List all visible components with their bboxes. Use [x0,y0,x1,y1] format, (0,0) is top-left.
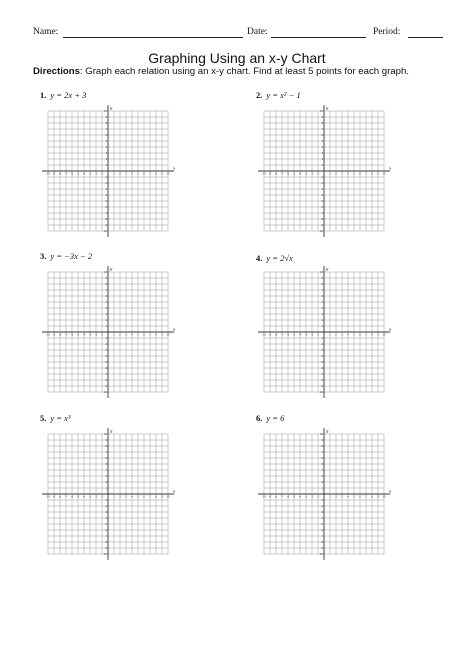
x-tick-label: -10 [262,172,266,176]
x-tick-label: -10 [46,172,50,176]
y-tick-label: 9 [321,116,323,119]
y-tick-label: 10 [319,110,323,113]
x-tick-label: -6 [70,333,74,337]
y-tick-label: 5 [105,140,107,143]
y-tick-label: 10 [319,433,323,436]
x-tick-label: 4 [347,333,349,337]
grid-svg [40,103,176,239]
y-tick-label: -7 [104,212,107,215]
y-tick-label: -10 [319,230,323,233]
x-tick-label: 5 [353,333,355,337]
x-tick-label: 9 [161,495,163,499]
y-tick-label: 1 [321,325,323,328]
x-tick-label: 6 [359,172,361,176]
y-tick-label: 9 [321,439,323,442]
y-axis-label: y [110,105,113,110]
x-tick-label: 7 [149,495,151,499]
y-tick-label: -9 [320,385,323,388]
directions-text: : Graph each relation using an x-y chart. Find at least 5 points for each graph. [79,66,409,77]
x-tick-label: 10 [166,333,170,337]
x-tick-label: -5 [292,333,296,337]
y-tick-label: 1 [105,325,107,328]
x-tick-label: 6 [143,172,145,176]
x-tick-label: -3 [88,333,92,337]
date-label: Date: [247,27,268,37]
x-tick-label: 10 [166,172,170,176]
problem-number: 2. [256,90,263,100]
x-tick-label: -7 [280,333,284,337]
x-tick-label: 3 [125,333,127,337]
problem-2 [256,90,301,100]
y-tick-label: 10 [103,271,107,274]
y-axis-label: y [326,105,329,110]
y-tick-label: 7 [321,128,323,131]
x-tick-label: 3 [125,495,127,499]
y-tick-label: -2 [104,182,107,185]
x-tick-label: -3 [88,495,92,499]
x-tick-label: -7 [280,172,284,176]
x-tick-label: -9 [52,495,56,499]
y-tick-label: -1 [320,337,323,340]
x-tick-label: -7 [64,172,68,176]
x-tick-label: 1 [113,333,115,337]
x-tick-label: -9 [52,172,56,176]
x-tick-label: 9 [377,333,379,337]
x-tick-label: 7 [365,495,367,499]
y-tick-label: 1 [105,164,107,167]
y-tick-label: -1 [104,176,107,179]
y-tick-label: 2 [105,158,107,161]
x-tick-label: -1 [100,172,104,176]
grid-svg [256,103,392,239]
x-tick-label: -4 [298,333,302,337]
problem-4 [256,253,293,263]
x-tick-label: -1 [316,333,320,337]
x-tick-label: 2 [119,495,121,499]
x-tick-label: 7 [149,333,151,337]
y-tick-label: -6 [104,367,107,370]
y-tick-label: 7 [105,451,107,454]
x-tick-label: -7 [64,333,68,337]
problem-5 [40,413,70,423]
x-tick-label: 1 [329,172,331,176]
y-tick-label: 4 [105,146,107,149]
x-axis-label: x [389,165,392,171]
x-tick-label: 5 [137,172,139,176]
y-tick-label: -8 [104,541,107,544]
y-tick-label: -7 [104,535,107,538]
y-tick-label: 7 [321,289,323,292]
x-tick-label: -2 [94,172,98,176]
y-tick-label: -8 [104,379,107,382]
x-tick-label: 6 [143,495,145,499]
y-tick-label: -10 [103,553,107,556]
x-tick-label: -10 [262,333,266,337]
y-tick-label: 9 [105,116,107,119]
x-tick-label: 2 [119,172,121,176]
x-tick-label: 3 [341,333,343,337]
x-axis-label: x [173,488,176,494]
y-tick-label: 2 [105,481,107,484]
y-tick-label: 2 [321,319,323,322]
x-tick-label: 2 [119,333,121,337]
y-tick-label: 2 [321,158,323,161]
y-tick-label: -5 [104,523,107,526]
y-tick-label: -9 [104,224,107,227]
header-line [33,27,443,41]
x-tick-label: -1 [316,172,320,176]
y-tick-label: 3 [105,313,107,316]
x-tick-label: -1 [100,333,104,337]
y-tick-label: -4 [104,517,107,520]
x-tick-label: 2 [335,172,337,176]
y-tick-label: 2 [321,481,323,484]
x-tick-label: -5 [292,172,296,176]
x-tick-label: -4 [82,495,86,499]
y-tick-label: -2 [320,343,323,346]
y-tick-label: 5 [321,301,323,304]
x-tick-label: 5 [137,333,139,337]
x-tick-label: -7 [280,495,284,499]
y-tick-label: 4 [105,469,107,472]
problem-1 [40,90,86,100]
y-tick-label: 7 [105,289,107,292]
x-tick-label: -2 [310,333,314,337]
date-blank [271,37,366,38]
grid-svg [256,426,392,562]
x-tick-label: -9 [268,333,272,337]
y-tick-label: -8 [104,218,107,221]
x-tick-label: 4 [347,495,349,499]
y-tick-label: -1 [104,499,107,502]
x-tick-label: 8 [155,333,157,337]
y-tick-label: 8 [105,445,107,448]
x-tick-label: -4 [298,495,302,499]
y-tick-label: 1 [105,487,107,490]
x-tick-label: -2 [94,333,98,337]
directions-label: Directions [33,66,80,77]
x-tick-label: -4 [82,172,86,176]
x-tick-label: 2 [335,495,337,499]
x-tick-label: -7 [64,495,68,499]
y-tick-label: 8 [105,283,107,286]
y-tick-label: -3 [320,349,323,352]
y-tick-label: 8 [321,283,323,286]
x-tick-label: -6 [70,172,74,176]
y-tick-label: -6 [104,206,107,209]
x-tick-label: -5 [292,495,296,499]
x-tick-label: 1 [329,333,331,337]
x-tick-label: 8 [155,172,157,176]
x-tick-label: -10 [46,495,50,499]
y-tick-label: -2 [320,505,323,508]
grid-svg [40,426,176,562]
y-tick-label: 6 [321,457,323,460]
y-tick-label: -2 [104,505,107,508]
x-tick-label: 9 [161,172,163,176]
x-axis-label: x [173,326,176,332]
x-tick-label: 4 [347,172,349,176]
y-tick-label: -9 [320,224,323,227]
y-tick-label: 2 [105,319,107,322]
y-tick-label: -9 [320,547,323,550]
problem-equation: y = 2√x [266,253,293,263]
x-tick-label: -4 [298,172,302,176]
y-tick-label: -10 [319,391,323,394]
y-tick-label: 10 [319,271,323,274]
x-tick-label: 7 [365,172,367,176]
y-tick-label: 5 [105,463,107,466]
y-tick-label: 8 [105,122,107,125]
y-tick-label: -3 [104,188,107,191]
x-tick-label: 1 [329,495,331,499]
problem-number: 5. [40,413,47,423]
x-tick-label: -6 [286,495,290,499]
x-tick-label: -5 [76,172,80,176]
x-tick-label: -8 [58,333,62,337]
x-tick-label: -4 [82,333,86,337]
problem-3 [40,251,92,261]
problem-number: 1. [40,90,47,100]
y-tick-label: -1 [320,499,323,502]
x-tick-label: -10 [46,333,50,337]
y-tick-label: 6 [321,295,323,298]
coordinate-grid-5[interactable] [40,426,176,562]
x-tick-label: 5 [353,172,355,176]
x-tick-label: 6 [359,333,361,337]
y-tick-label: 9 [105,439,107,442]
y-tick-label: 6 [105,457,107,460]
y-tick-label: -6 [320,206,323,209]
y-tick-label: -7 [320,373,323,376]
y-tick-label: 6 [321,134,323,137]
y-tick-label: 3 [105,475,107,478]
x-tick-label: 5 [137,495,139,499]
x-tick-label: 8 [371,333,373,337]
y-tick-label: -6 [104,529,107,532]
y-axis-label: y [110,428,113,433]
x-tick-label: 6 [143,333,145,337]
coordinate-grid-4[interactable] [256,264,392,400]
grid-svg [256,264,392,400]
grid-svg [40,264,176,400]
y-tick-label: -8 [320,218,323,221]
x-tick-label: -9 [52,333,56,337]
y-tick-label: 4 [105,307,107,310]
x-tick-label: 5 [353,495,355,499]
y-tick-label: -5 [104,361,107,364]
name-label: Name: [33,27,59,37]
y-tick-label: 3 [321,152,323,155]
x-tick-label: -6 [70,495,74,499]
x-axis-label: x [173,165,176,171]
problem-equation: y = 2x + 3 [50,90,87,100]
x-tick-label: 1 [113,172,115,176]
x-tick-label: 9 [161,333,163,337]
x-tick-label: 7 [365,333,367,337]
x-tick-label: 3 [341,495,343,499]
y-tick-label: -2 [104,343,107,346]
problem-number: 3. [40,251,47,261]
x-tick-label: 10 [382,495,386,499]
y-tick-label: -4 [320,355,323,358]
x-tick-label: 6 [359,495,361,499]
x-tick-label: 10 [166,495,170,499]
problem-6 [256,413,284,423]
x-tick-label: -6 [286,333,290,337]
x-tick-label: 7 [149,172,151,176]
y-tick-label: 4 [321,469,323,472]
x-tick-label: -1 [100,495,104,499]
x-tick-label: -8 [274,333,278,337]
x-tick-label: 1 [113,495,115,499]
x-tick-label: -5 [76,495,80,499]
x-tick-label: 4 [131,172,133,176]
period-blank [408,37,443,38]
directions [33,66,433,78]
x-tick-label: -3 [304,495,308,499]
y-tick-label: -4 [320,517,323,520]
y-tick-label: 6 [105,295,107,298]
problem-equation: y = x³ [50,413,71,423]
y-tick-label: -7 [320,212,323,215]
y-tick-label: 3 [321,475,323,478]
y-tick-label: 10 [103,433,107,436]
coordinate-grid-3[interactable] [40,264,176,400]
y-tick-label: -2 [320,182,323,185]
x-tick-label: 4 [131,495,133,499]
x-tick-label: 10 [382,333,386,337]
x-tick-label: 2 [335,333,337,337]
y-tick-label: -3 [320,188,323,191]
y-axis-label: y [326,266,329,271]
y-tick-label: 5 [105,301,107,304]
x-tick-label: -10 [262,495,266,499]
x-tick-label: 9 [377,172,379,176]
x-tick-label: 4 [131,333,133,337]
y-tick-label: 3 [105,152,107,155]
x-tick-label: -8 [58,172,62,176]
problem-equation: y = x² − 1 [266,90,301,100]
y-tick-label: 3 [321,313,323,316]
y-tick-label: -3 [104,511,107,514]
x-tick-label: -3 [304,172,308,176]
x-tick-label: -2 [94,495,98,499]
y-tick-label: -5 [320,523,323,526]
y-tick-label: -8 [320,541,323,544]
x-tick-label: -8 [274,172,278,176]
y-tick-label: -4 [320,194,323,197]
y-tick-label: -10 [103,230,107,233]
y-tick-label: -10 [319,553,323,556]
x-tick-label: 8 [155,495,157,499]
y-tick-label: -9 [104,547,107,550]
y-tick-label: -4 [104,355,107,358]
x-axis-label: x [389,326,392,332]
x-tick-label: -6 [286,172,290,176]
y-tick-label: 8 [321,122,323,125]
y-tick-label: -3 [320,511,323,514]
y-tick-label: 5 [321,140,323,143]
y-tick-label: -1 [104,337,107,340]
y-tick-label: -1 [320,176,323,179]
x-tick-label: 10 [382,172,386,176]
x-tick-label: -1 [316,495,320,499]
problem-number: 6. [256,413,263,423]
y-tick-label: 4 [321,146,323,149]
x-tick-label: 3 [341,172,343,176]
x-tick-label: 3 [125,172,127,176]
y-tick-label: -10 [103,391,107,394]
problem-equation: y = −3x − 2 [50,251,93,261]
x-tick-label: 9 [377,495,379,499]
coordinate-grid-2[interactable] [256,103,392,239]
y-tick-label: -6 [320,367,323,370]
x-tick-label: -9 [268,495,272,499]
y-tick-label: 1 [321,164,323,167]
y-tick-label: 6 [105,134,107,137]
y-axis-label: y [326,428,329,433]
x-tick-label: -3 [304,333,308,337]
y-tick-label: 4 [321,307,323,310]
x-tick-label: -9 [268,172,272,176]
coordinate-grid-6[interactable] [256,426,392,562]
y-tick-label: -3 [104,349,107,352]
problem-number: 4. [256,253,263,263]
x-axis-label: x [389,488,392,494]
y-tick-label: 9 [321,277,323,280]
name-blank [63,37,243,38]
x-tick-label: -5 [76,333,80,337]
y-tick-label: -7 [104,373,107,376]
y-tick-label: 7 [105,128,107,131]
x-tick-label: -8 [58,495,62,499]
problem-equation: y = 6 [266,413,285,423]
x-tick-label: 8 [371,495,373,499]
y-tick-label: -6 [320,529,323,532]
x-tick-label: -2 [310,495,314,499]
y-axis-label: y [110,266,113,271]
y-tick-label: 1 [321,487,323,490]
period-label: Period: [373,27,401,37]
y-tick-label: 5 [321,463,323,466]
x-tick-label: -3 [88,172,92,176]
x-tick-label: -8 [274,495,278,499]
y-tick-label: -7 [320,535,323,538]
y-tick-label: -5 [104,200,107,203]
y-tick-label: 10 [103,110,107,113]
x-tick-label: 8 [371,172,373,176]
y-tick-label: -4 [104,194,107,197]
y-tick-label: -8 [320,379,323,382]
y-tick-label: -5 [320,200,323,203]
y-tick-label: 9 [105,277,107,280]
y-tick-label: 8 [321,445,323,448]
x-tick-label: -2 [310,172,314,176]
page-title: Graphing Using an x-y Chart [148,50,326,66]
coordinate-grid-1[interactable] [40,103,176,239]
y-tick-label: -9 [104,385,107,388]
y-tick-label: -5 [320,361,323,364]
y-tick-label: 7 [321,451,323,454]
